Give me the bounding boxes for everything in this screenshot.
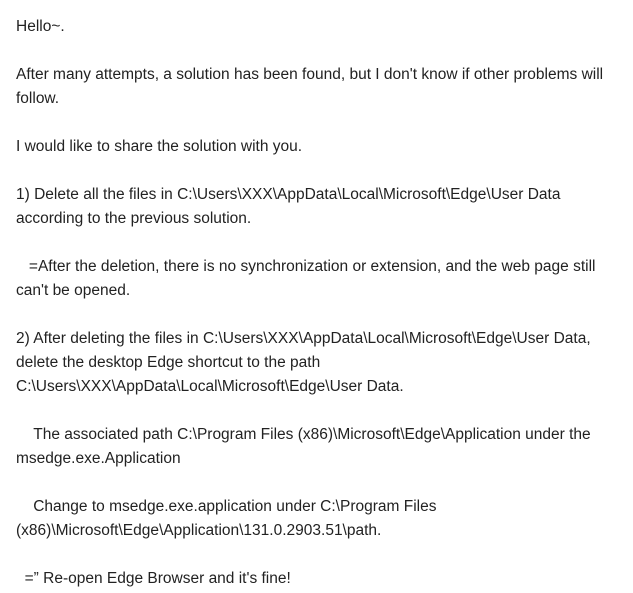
post-paragraph-share: I would like to share the solution with you. [16, 138, 303, 155]
post-paragraph-step-2: 2) After deleting the files in C:\Users\XXX\AppData\Local\Microsoft\Edge\User Data, delete the desktop Edge shortcut to the path C:\Users\XXX\AppData\Local\Microsoft\Edge\User Data. [16, 330, 595, 395]
post-paragraph-change-path: Change to msedge.exe.application under C:\Program Files (x86)\Microsoft\Edge\Application\131.0.2903.51\path. [16, 498, 441, 539]
post-paragraph-step-1: 1) Delete all the files in C:\Users\XXX\AppData\Local\Microsoft\Edge\User Data according to the previous solution. [16, 186, 565, 227]
post-paragraph-step-1-result: =After the deletion, there is no synchronization or extension, and the web page still can't be opened. [16, 258, 600, 299]
post-paragraph-associated-path: The associated path C:\Program Files (x86)\Microsoft\Edge\Application under the msedge.exe.Application [16, 426, 595, 467]
post-paragraph-intro: After many attempts, a solution has been found, but I don't know if other problems will follow. [16, 66, 608, 107]
post-paragraph-greeting: Hello~. [16, 18, 65, 35]
post-paragraph-result: =” Re-open Edge Browser and it's fine! [16, 570, 291, 587]
